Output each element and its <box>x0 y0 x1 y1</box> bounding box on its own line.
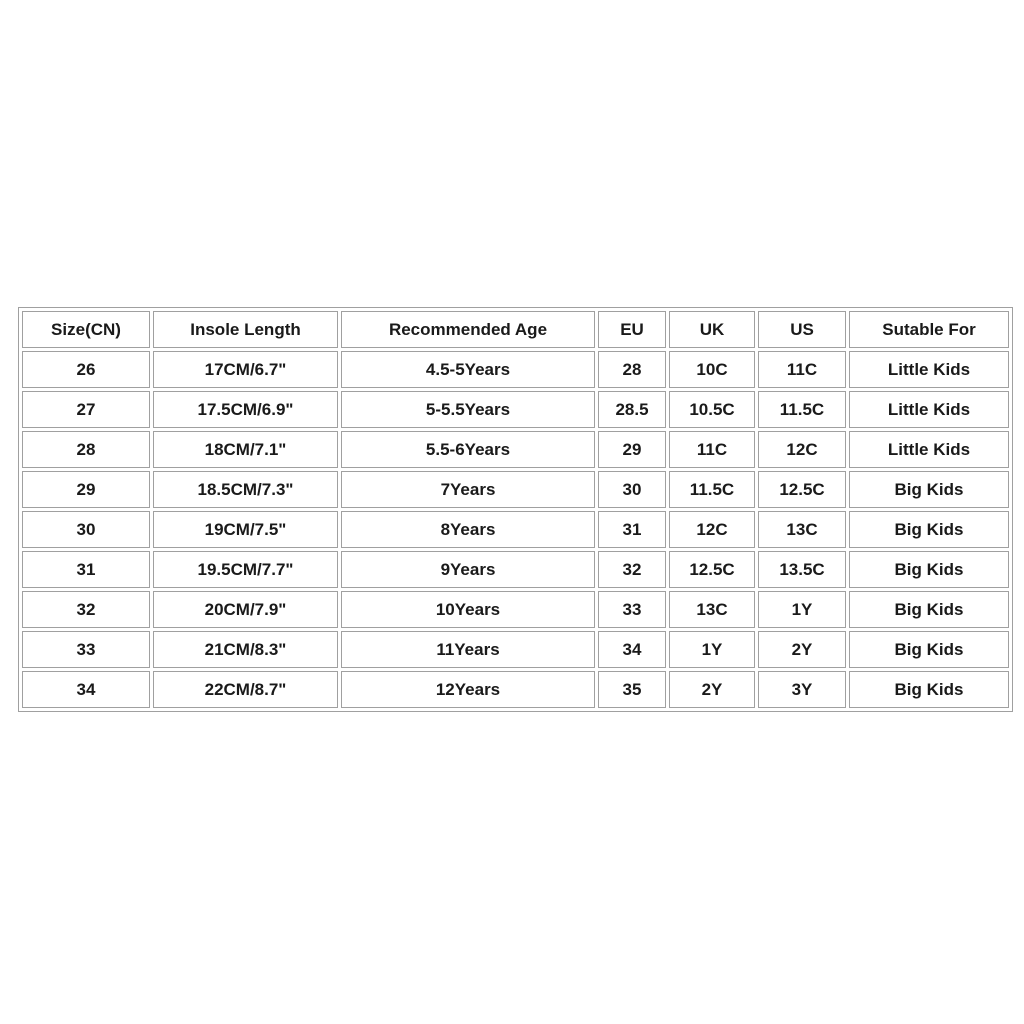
table-row <box>22 671 1009 708</box>
column-header-uk: UK <box>669 311 755 348</box>
us-size-cell: 13.5C <box>758 551 846 588</box>
insole-length-cell: 19.5CM/7.7" <box>153 551 338 588</box>
insole-length-cell: 18CM/7.1" <box>153 431 338 468</box>
size-cn-cell: 33 <box>22 631 150 668</box>
eu-size-cell: 31 <box>598 511 666 548</box>
uk-size-cell: 2Y <box>669 671 755 708</box>
insole-length-cell: 18.5CM/7.3" <box>153 471 338 508</box>
table-row <box>22 471 1009 508</box>
column-header-recommended-age: Recommended Age <box>341 311 595 348</box>
uk-size-cell: 13C <box>669 591 755 628</box>
eu-size-cell: 29 <box>598 431 666 468</box>
insole-length-cell: 17CM/6.7" <box>153 351 338 388</box>
us-size-cell: 13C <box>758 511 846 548</box>
recommended-age-cell: 5-5.5Years <box>341 391 595 428</box>
header-row <box>22 311 1009 348</box>
uk-size-cell: 11C <box>669 431 755 468</box>
recommended-age-cell: 11Years <box>341 631 595 668</box>
insole-length-cell: 19CM/7.5" <box>153 511 338 548</box>
uk-size-cell: 10C <box>669 351 755 388</box>
table-row <box>22 431 1009 468</box>
eu-size-cell: 30 <box>598 471 666 508</box>
us-size-cell: 12C <box>758 431 846 468</box>
size-cn-cell: 30 <box>22 511 150 548</box>
sutable-for-cell: Little Kids <box>849 431 1009 468</box>
table-row <box>22 551 1009 588</box>
size-cn-cell: 28 <box>22 431 150 468</box>
size-cn-cell: 29 <box>22 471 150 508</box>
recommended-age-cell: 7Years <box>341 471 595 508</box>
size-cn-cell: 27 <box>22 391 150 428</box>
insole-length-cell: 20CM/7.9" <box>153 591 338 628</box>
column-header-us: US <box>758 311 846 348</box>
sutable-for-cell: Big Kids <box>849 511 1009 548</box>
recommended-age-cell: 4.5-5Years <box>341 351 595 388</box>
insole-length-cell: 22CM/8.7" <box>153 671 338 708</box>
recommended-age-cell: 9Years <box>341 551 595 588</box>
eu-size-cell: 35 <box>598 671 666 708</box>
size-cn-cell: 34 <box>22 671 150 708</box>
column-header-insole-length: Insole Length <box>153 311 338 348</box>
size-cn-cell: 32 <box>22 591 150 628</box>
eu-size-cell: 28 <box>598 351 666 388</box>
us-size-cell: 11C <box>758 351 846 388</box>
eu-size-cell: 32 <box>598 551 666 588</box>
sutable-for-cell: Big Kids <box>849 671 1009 708</box>
uk-size-cell: 12C <box>669 511 755 548</box>
us-size-cell: 3Y <box>758 671 846 708</box>
recommended-age-cell: 12Years <box>341 671 595 708</box>
sutable-for-cell: Little Kids <box>849 351 1009 388</box>
recommended-age-cell: 10Years <box>341 591 595 628</box>
sutable-for-cell: Big Kids <box>849 591 1009 628</box>
column-header-size-cn: Size(CN) <box>22 311 150 348</box>
uk-size-cell: 1Y <box>669 631 755 668</box>
us-size-cell: 1Y <box>758 591 846 628</box>
size-cn-cell: 26 <box>22 351 150 388</box>
insole-length-cell: 17.5CM/6.9" <box>153 391 338 428</box>
column-header-eu: EU <box>598 311 666 348</box>
sutable-for-cell: Big Kids <box>849 471 1009 508</box>
sutable-for-cell: Big Kids <box>849 631 1009 668</box>
size-chart-table <box>18 307 1013 712</box>
eu-size-cell: 33 <box>598 591 666 628</box>
uk-size-cell: 11.5C <box>669 471 755 508</box>
table-row <box>22 511 1009 548</box>
sutable-for-cell: Big Kids <box>849 551 1009 588</box>
us-size-cell: 2Y <box>758 631 846 668</box>
sutable-for-cell: Little Kids <box>849 391 1009 428</box>
table-body <box>22 351 1009 708</box>
table-row <box>22 631 1009 668</box>
table-row <box>22 351 1009 388</box>
recommended-age-cell: 5.5-6Years <box>341 431 595 468</box>
eu-size-cell: 34 <box>598 631 666 668</box>
insole-length-cell: 21CM/8.3" <box>153 631 338 668</box>
uk-size-cell: 10.5C <box>669 391 755 428</box>
table-row <box>22 391 1009 428</box>
us-size-cell: 12.5C <box>758 471 846 508</box>
recommended-age-cell: 8Years <box>341 511 595 548</box>
size-cn-cell: 31 <box>22 551 150 588</box>
eu-size-cell: 28.5 <box>598 391 666 428</box>
table-row <box>22 591 1009 628</box>
column-header-sutable-for: Sutable For <box>849 311 1009 348</box>
us-size-cell: 11.5C <box>758 391 846 428</box>
uk-size-cell: 12.5C <box>669 551 755 588</box>
